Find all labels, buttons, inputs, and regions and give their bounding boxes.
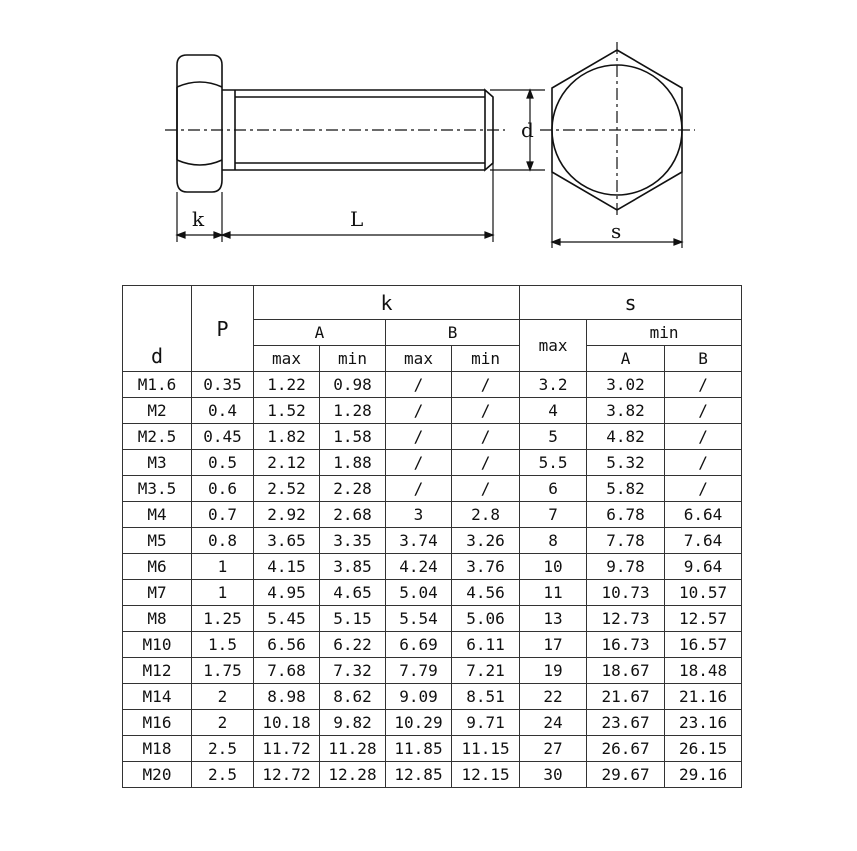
header-s: s (520, 286, 742, 320)
cell-kA-max: 2.12 (254, 450, 320, 476)
header-P: P (192, 286, 254, 372)
cell-s-min-A: 29.67 (587, 762, 665, 788)
cell-kA-min: 9.82 (320, 710, 386, 736)
cell-kB-min: 3.26 (452, 528, 520, 554)
cell-d: M18 (123, 736, 192, 762)
cell-kA-min: 2.68 (320, 502, 386, 528)
cell-kB-min: 2.8 (452, 502, 520, 528)
cell-kA-max: 12.72 (254, 762, 320, 788)
cell-kB-min: / (452, 424, 520, 450)
cell-kA-max: 1.52 (254, 398, 320, 424)
cell-P: 1.5 (192, 632, 254, 658)
table-row (123, 736, 742, 762)
cell-s-min-B: / (665, 450, 742, 476)
cell-kB-max: 9.09 (386, 684, 452, 710)
cell-kB-min: / (452, 476, 520, 502)
cell-kB-min: 7.21 (452, 658, 520, 684)
cell-s-max: 27 (520, 736, 587, 762)
cell-s-min-A: 23.67 (587, 710, 665, 736)
header-s-max: max (520, 320, 587, 372)
cell-s-min-A: 9.78 (587, 554, 665, 580)
cell-s-min-B: 7.64 (665, 528, 742, 554)
cell-kA-min: 5.15 (320, 606, 386, 632)
cell-P: 2 (192, 684, 254, 710)
cell-d: M7 (123, 580, 192, 606)
cell-kA-max: 8.98 (254, 684, 320, 710)
cell-kB-max: 4.24 (386, 554, 452, 580)
cell-kB-max: 10.29 (386, 710, 452, 736)
header-k: k (254, 286, 520, 320)
cell-s-max: 7 (520, 502, 587, 528)
cell-s-min-B: / (665, 398, 742, 424)
table-row (123, 684, 742, 710)
cell-s-min-B: 18.48 (665, 658, 742, 684)
cell-kA-min: 2.28 (320, 476, 386, 502)
cell-d: M16 (123, 710, 192, 736)
cell-kB-max: 12.85 (386, 762, 452, 788)
cell-s-max: 19 (520, 658, 587, 684)
header-s-min: min (587, 320, 742, 346)
cell-s-min-B: 26.15 (665, 736, 742, 762)
cell-kA-max: 6.56 (254, 632, 320, 658)
cell-s-min-B: / (665, 476, 742, 502)
cell-s-min-A: 10.73 (587, 580, 665, 606)
cell-d: M6 (123, 554, 192, 580)
cell-kB-min: 9.71 (452, 710, 520, 736)
cell-kB-min: 4.56 (452, 580, 520, 606)
cell-d: M10 (123, 632, 192, 658)
cell-P: 0.45 (192, 424, 254, 450)
cell-kB-max: 11.85 (386, 736, 452, 762)
cell-kA-min: 3.35 (320, 528, 386, 554)
table-row (123, 398, 742, 424)
cell-s-min-B: 9.64 (665, 554, 742, 580)
cell-s-min-A: 3.02 (587, 372, 665, 398)
cell-d: M2.5 (123, 424, 192, 450)
cell-kB-min: 3.76 (452, 554, 520, 580)
cell-P: 2.5 (192, 736, 254, 762)
cell-kA-min: 12.28 (320, 762, 386, 788)
cell-s-max: 5 (520, 424, 587, 450)
cell-s-max: 10 (520, 554, 587, 580)
cell-kA-max: 4.15 (254, 554, 320, 580)
header-k-A-max: max (254, 346, 320, 372)
bolt-head-end-view (540, 42, 695, 218)
cell-P: 0.7 (192, 502, 254, 528)
cell-kA-min: 0.98 (320, 372, 386, 398)
cell-kB-min: 11.15 (452, 736, 520, 762)
cell-s-max: 30 (520, 762, 587, 788)
cell-s-max: 4 (520, 398, 587, 424)
header-k-A-min: min (320, 346, 386, 372)
cell-kB-max: 5.04 (386, 580, 452, 606)
header-k-B-min: min (452, 346, 520, 372)
header-s-min-B: B (665, 346, 742, 372)
table-row (123, 476, 742, 502)
table-row (123, 710, 742, 736)
table-row (123, 606, 742, 632)
cell-s-min-A: 3.82 (587, 398, 665, 424)
cell-d: M14 (123, 684, 192, 710)
cell-kA-min: 4.65 (320, 580, 386, 606)
cell-kB-min: 5.06 (452, 606, 520, 632)
cell-kA-min: 6.22 (320, 632, 386, 658)
header-k-B: B (386, 320, 520, 346)
cell-kA-max: 7.68 (254, 658, 320, 684)
cell-kA-min: 7.32 (320, 658, 386, 684)
label-k: k (192, 207, 205, 231)
cell-kA-min: 1.58 (320, 424, 386, 450)
label-d: d (521, 118, 534, 142)
cell-s-min-A: 7.78 (587, 528, 665, 554)
cell-s-min-B: 29.16 (665, 762, 742, 788)
cell-kB-max: 5.54 (386, 606, 452, 632)
cell-P: 1 (192, 554, 254, 580)
cell-d: M3.5 (123, 476, 192, 502)
cell-P: 1.25 (192, 606, 254, 632)
cell-d: M4 (123, 502, 192, 528)
cell-kB-min: / (452, 372, 520, 398)
cell-P: 0.6 (192, 476, 254, 502)
cell-kA-min: 8.62 (320, 684, 386, 710)
table-row (123, 528, 742, 554)
cell-kB-min: 12.15 (452, 762, 520, 788)
cell-kB-max: / (386, 398, 452, 424)
cell-kB-min: / (452, 398, 520, 424)
cell-P: 0.8 (192, 528, 254, 554)
bolt-spec-table (122, 285, 742, 788)
cell-s-min-B: 16.57 (665, 632, 742, 658)
cell-P: 1.75 (192, 658, 254, 684)
header-k-B-max: max (386, 346, 452, 372)
table-row (123, 580, 742, 606)
cell-kA-min: 3.85 (320, 554, 386, 580)
cell-P: 0.35 (192, 372, 254, 398)
cell-s-min-B: 12.57 (665, 606, 742, 632)
cell-s-max: 17 (520, 632, 587, 658)
cell-s-min-A: 26.67 (587, 736, 665, 762)
header-s-min-A: A (587, 346, 665, 372)
table-row (123, 762, 742, 788)
cell-kB-max: 3 (386, 502, 452, 528)
cell-d: M3 (123, 450, 192, 476)
cell-s-max: 6 (520, 476, 587, 502)
cell-kA-max: 2.52 (254, 476, 320, 502)
cell-kA-min: 1.28 (320, 398, 386, 424)
table-row (123, 372, 742, 398)
cell-kA-max: 1.82 (254, 424, 320, 450)
header-k-A: A (254, 320, 386, 346)
cell-s-min-A: 4.82 (587, 424, 665, 450)
cell-s-min-B: 10.57 (665, 580, 742, 606)
cell-kB-min: 6.11 (452, 632, 520, 658)
cell-s-min-A: 5.32 (587, 450, 665, 476)
cell-s-min-A: 6.78 (587, 502, 665, 528)
table-row (123, 424, 742, 450)
cell-s-min-B: 21.16 (665, 684, 742, 710)
label-s: s (611, 219, 622, 243)
cell-s-max: 24 (520, 710, 587, 736)
table-row (123, 450, 742, 476)
hex-bolt-drawing (0, 0, 857, 285)
cell-d: M20 (123, 762, 192, 788)
cell-s-max: 22 (520, 684, 587, 710)
cell-P: 2.5 (192, 762, 254, 788)
cell-kA-max: 10.18 (254, 710, 320, 736)
cell-kA-min: 1.88 (320, 450, 386, 476)
cell-d: M5 (123, 528, 192, 554)
cell-s-max: 8 (520, 528, 587, 554)
cell-kA-max: 11.72 (254, 736, 320, 762)
cell-s-max: 3.2 (520, 372, 587, 398)
table-body (123, 372, 742, 788)
table-row (123, 658, 742, 684)
header-d: d (123, 286, 192, 372)
cell-s-max: 13 (520, 606, 587, 632)
cell-kA-max: 2.92 (254, 502, 320, 528)
cell-s-min-B: / (665, 424, 742, 450)
cell-kB-max: / (386, 424, 452, 450)
cell-kB-max: / (386, 450, 452, 476)
cell-kB-max: 7.79 (386, 658, 452, 684)
cell-d: M1.6 (123, 372, 192, 398)
label-L: L (350, 207, 364, 231)
cell-kA-max: 1.22 (254, 372, 320, 398)
cell-kB-max: / (386, 372, 452, 398)
cell-s-min-A: 12.73 (587, 606, 665, 632)
cell-s-min-B: / (665, 372, 742, 398)
cell-kB-min: / (452, 450, 520, 476)
cell-kB-max: 3.74 (386, 528, 452, 554)
cell-P: 2 (192, 710, 254, 736)
cell-kA-max: 3.65 (254, 528, 320, 554)
cell-s-min-A: 16.73 (587, 632, 665, 658)
cell-s-min-B: 23.16 (665, 710, 742, 736)
cell-d: M8 (123, 606, 192, 632)
cell-kA-min: 11.28 (320, 736, 386, 762)
cell-P: 1 (192, 580, 254, 606)
cell-kB-max: 6.69 (386, 632, 452, 658)
cell-s-max: 5.5 (520, 450, 587, 476)
cell-kA-max: 4.95 (254, 580, 320, 606)
table-row (123, 502, 742, 528)
cell-P: 0.5 (192, 450, 254, 476)
cell-kB-min: 8.51 (452, 684, 520, 710)
bolt-head-side-view (177, 55, 222, 192)
table-row (123, 554, 742, 580)
cell-s-min-A: 21.67 (587, 684, 665, 710)
cell-P: 0.4 (192, 398, 254, 424)
cell-s-min-A: 5.82 (587, 476, 665, 502)
cell-s-min-A: 18.67 (587, 658, 665, 684)
cell-d: M12 (123, 658, 192, 684)
cell-kB-max: / (386, 476, 452, 502)
cell-s-max: 11 (520, 580, 587, 606)
cell-kA-max: 5.45 (254, 606, 320, 632)
cell-d: M2 (123, 398, 192, 424)
cell-s-min-B: 6.64 (665, 502, 742, 528)
table-row (123, 632, 742, 658)
